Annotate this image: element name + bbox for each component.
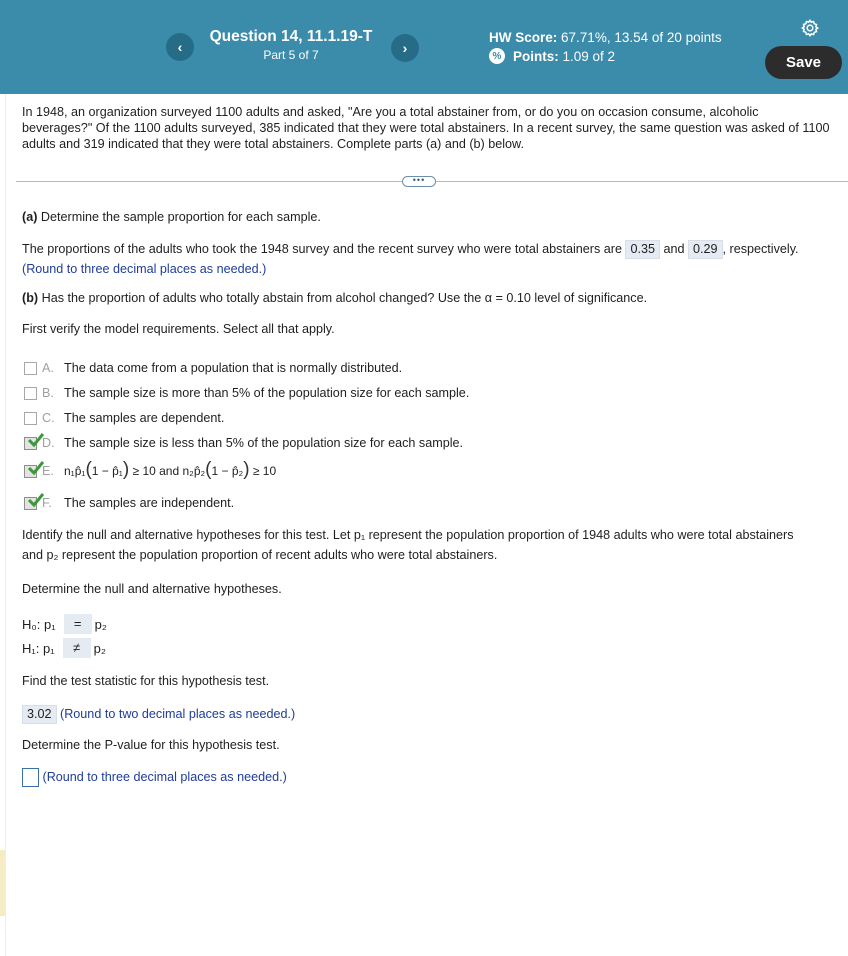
pvalue-input[interactable] — [22, 768, 39, 787]
part-b-prompt: (b) Has the proportion of adults who totally abstain from alcohol changed? Use the α = 0.10 level of significance. — [22, 291, 648, 305]
hypothesis-intro-line2: and p₂ represent the population proportion of recent adults who were total abstainers. — [22, 548, 498, 562]
chevron-left-icon: ‹ — [177, 39, 183, 55]
option-d[interactable]: D. The sample size is less than 5% of the population size for each sample. — [24, 435, 463, 451]
chevron-right-icon: › — [402, 40, 408, 56]
checkbox-a[interactable] — [24, 362, 37, 375]
checkbox-b[interactable] — [24, 387, 37, 400]
h0-operator-select[interactable]: = — [64, 614, 92, 634]
problem-statement: In 1948, an organization surveyed 1100 adults and asked, "Are you a total abstainer from, or do you on occasion consume, alcoholic beverages?" Of the 1100 adults surveyed, 385 indicated that they were total abstainers. In a recent survey, the same question was asked of 1100 adults and 319 indicated that they were total abstainers. Complete parts (a) and (b) below. — [22, 105, 830, 151]
test-stat-line: 3.02 (Round to two decimal places as needed.) — [22, 705, 295, 724]
checkbox-e[interactable] — [24, 465, 37, 478]
option-e-formula: n₁p̂₁(1 − p̂₁) ≥ 10 and n₂p̂₂(1 − p̂₂) ≥ 10 — [64, 459, 277, 480]
side-highlight — [0, 850, 5, 916]
pvalue-prompt: Determine the P-value for this hypothesis test. — [22, 738, 280, 752]
part-a-hint: (Round to three decimal places as needed.) — [22, 262, 267, 276]
option-e[interactable]: E. n₁p̂₁(1 − p̂₁) ≥ 10 and n₂p̂₂(1 − p̂₂) ≥ 10 — [24, 460, 276, 482]
hypothesis-prompt: Determine the null and alternative hypotheses. — [22, 582, 282, 596]
next-question-button[interactable] — [391, 34, 419, 62]
checkmark-icon — [28, 493, 44, 507]
left-border — [5, 94, 6, 956]
partial-credit-icon: % — [489, 48, 505, 64]
question-title: Question 14, 11.1.19-T — [209, 28, 373, 45]
prev-question-button[interactable] — [166, 33, 194, 61]
expand-more-button[interactable]: ••• — [402, 176, 436, 187]
question-part: Part 5 of 7 — [263, 48, 319, 62]
h1-operator-select[interactable]: ≠ — [63, 638, 91, 658]
gear-icon[interactable] — [800, 18, 820, 38]
checkbox-c[interactable] — [24, 412, 37, 425]
hypothesis-intro-line1: Identify the null and alternative hypotheses for this test. Let p₁ represent the population proportion of 1948 adults who were total abstainers — [22, 528, 794, 542]
checkmark-icon — [28, 433, 44, 447]
checkbox-d[interactable] — [24, 437, 37, 450]
points: % Points: 1.09 of 2 — [489, 48, 615, 64]
null-hypothesis: H₀: p₁ = p₂ — [22, 614, 107, 634]
option-c[interactable]: C. The samples are dependent. — [24, 410, 224, 426]
option-b[interactable]: B. The sample size is more than 5% of the population size for each sample. — [24, 385, 469, 401]
option-f[interactable]: F. The samples are independent. — [24, 495, 234, 511]
test-stat-answer[interactable]: 3.02 — [22, 705, 57, 724]
verify-prompt: First verify the model requirements. Select all that apply. — [22, 322, 335, 336]
save-button[interactable]: Save — [765, 46, 842, 79]
test-stat-prompt: Find the test statistic for this hypothesis test. — [22, 674, 270, 688]
alternative-hypothesis: H₁: p₁ ≠ p₂ — [22, 638, 106, 658]
part-a-prompt: (a) Determine the sample proportion for each sample. — [22, 210, 321, 224]
option-a[interactable]: A. The data come from a population that is normally distributed. — [24, 360, 402, 376]
proportion-recent-answer[interactable]: 0.29 — [688, 240, 723, 259]
checkmark-icon — [28, 461, 44, 475]
checkbox-f[interactable] — [24, 497, 37, 510]
proportion-1948-answer[interactable]: 0.35 — [625, 240, 660, 259]
hw-score: HW Score: 67.71%, 13.54 of 20 points — [489, 30, 722, 45]
top-header — [0, 0, 848, 94]
part-a-answer-line: The proportions of the adults who took the 1948 survey and the recent survey who were total abstainers are 0.35 and 0.29 , respectively. — [22, 240, 799, 259]
pvalue-line: (Round to three decimal places as needed.) — [22, 767, 287, 788]
